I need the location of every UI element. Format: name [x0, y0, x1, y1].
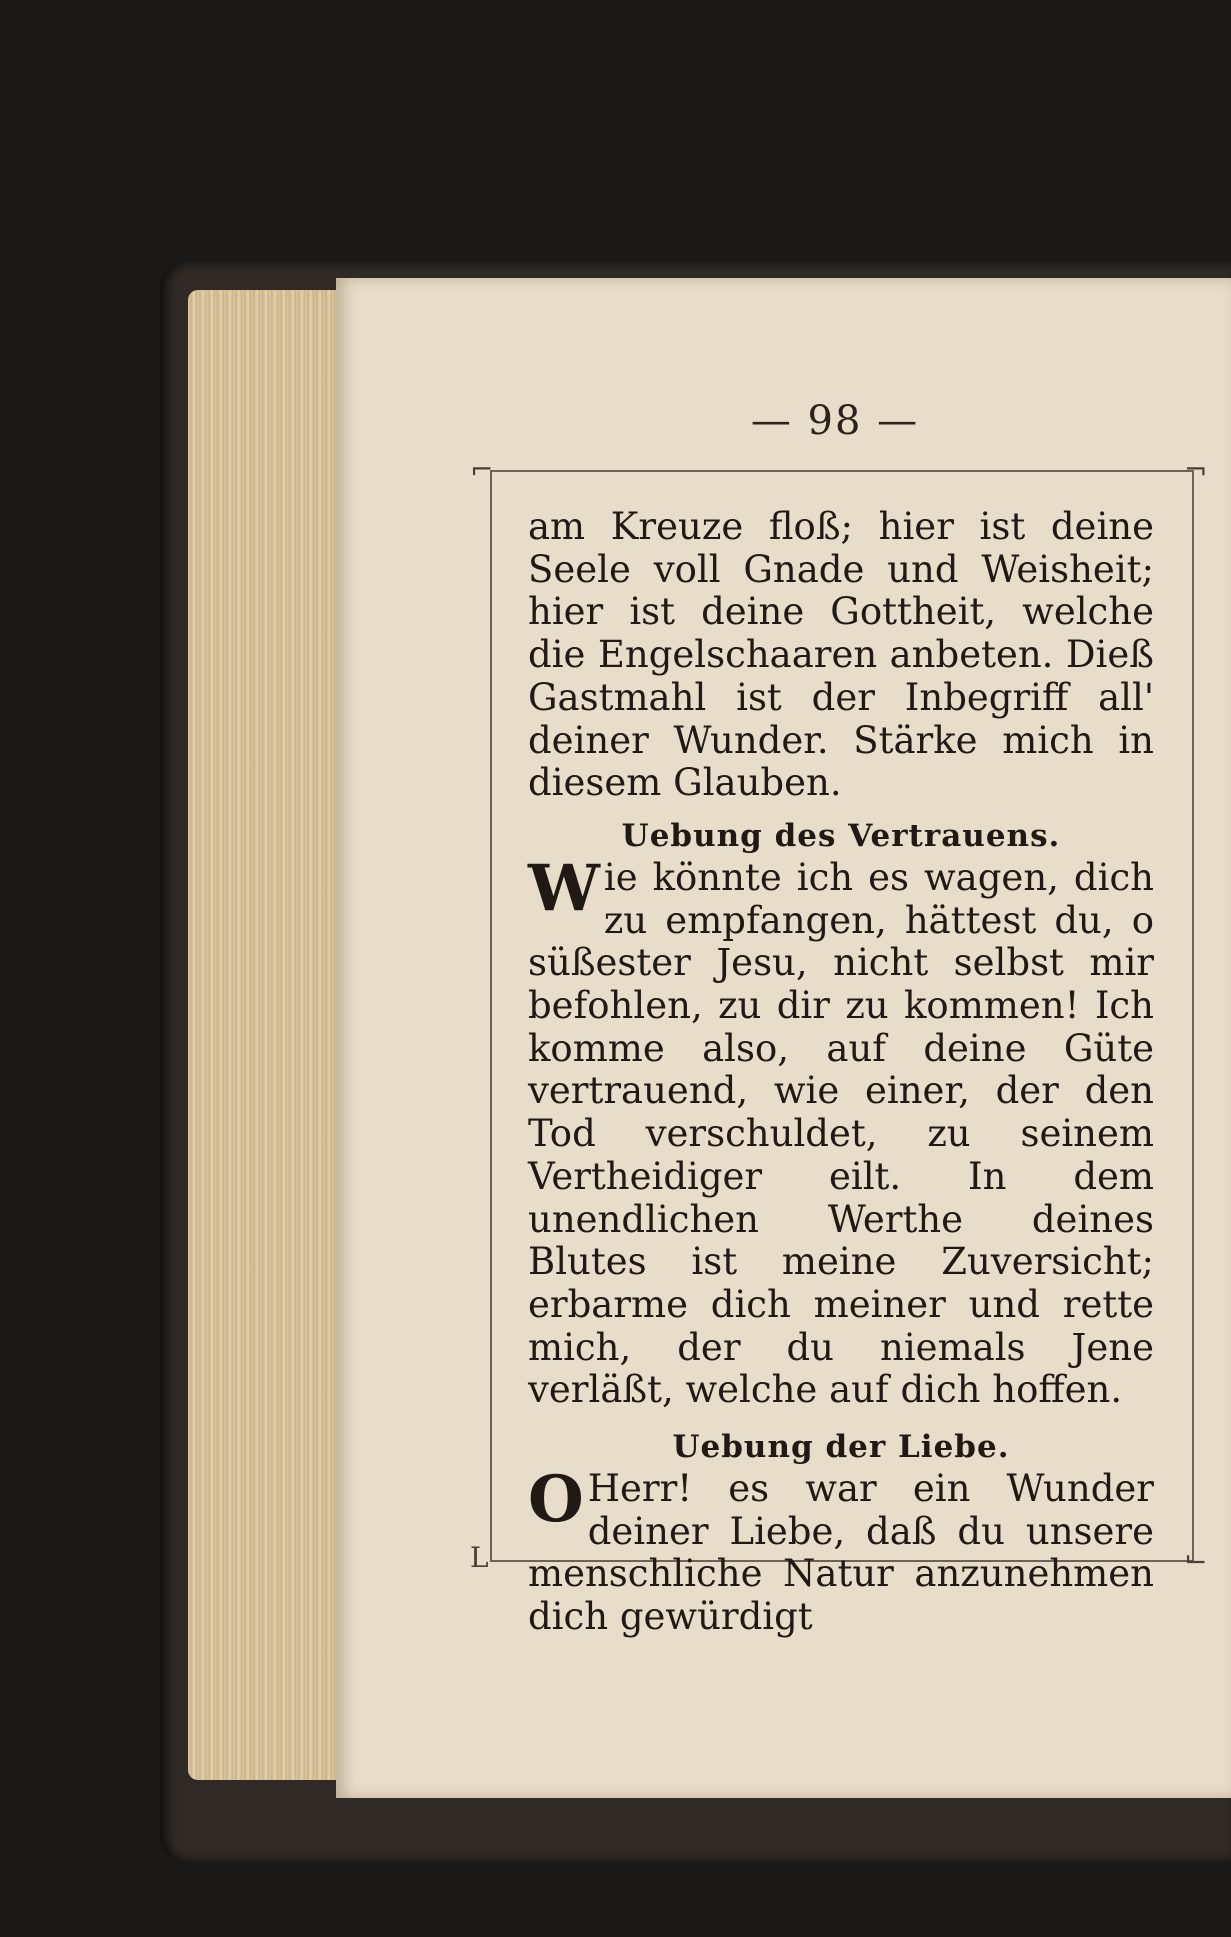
section-heading-trust: Uebung des Vertrauens. [621, 817, 1061, 854]
page-edges [188, 290, 348, 1780]
page-text [528, 506, 1154, 1639]
frame-corner-ornament-top-left: ⌐ [470, 453, 494, 486]
drop-initial-o: O [528, 1462, 584, 1538]
frame-corner-ornament-top-right: ¬ [1184, 453, 1208, 486]
paragraph-2 [528, 850, 1154, 1412]
paragraph-2-text: ie könnte ich es wagen, dich zu empfangen, hättest du, o süßester Jesu, nicht selbst mir befohlen, zu dir zu kommen! Ich komme also, auf deine Güte vertrauend, wie einer, der den Tod verschuldet, zu seinem Vertheidiger eilt. In dem unendlichen Werthe deines Blutes ist meine Zuversicht; erbarme dich meiner und rette mich, der du niemals Jene verläßt, welche auf dich hoffen. [528, 855, 1154, 1412]
frame-corner-ornament-bottom-left: L [470, 1541, 489, 1574]
section-heading-love: Uebung der Liebe. [672, 1429, 1010, 1466]
frame-corner-ornament-bottom-right: ⌙ [1184, 1541, 1208, 1574]
paragraph-3-text: Herr! es war ein Wunder deiner Liebe, daß du unsere menschliche Natur anzunehmen dich gewürdigt [528, 1467, 1154, 1639]
page-number: — 98 — [750, 398, 920, 444]
drop-initial-w: W [528, 850, 600, 926]
paragraph-3 [528, 1462, 1154, 1639]
paragraph-1: am Kreuze floß; hier ist deine Seele voll Gnade und Weisheit; hier ist deine Gottheit, welche die Engelschaaren anbeten. Dieß Gastmahl ist der Inbegriff all' deiner Wunder. Stärke mich in diesem Glauben. [528, 505, 1154, 805]
